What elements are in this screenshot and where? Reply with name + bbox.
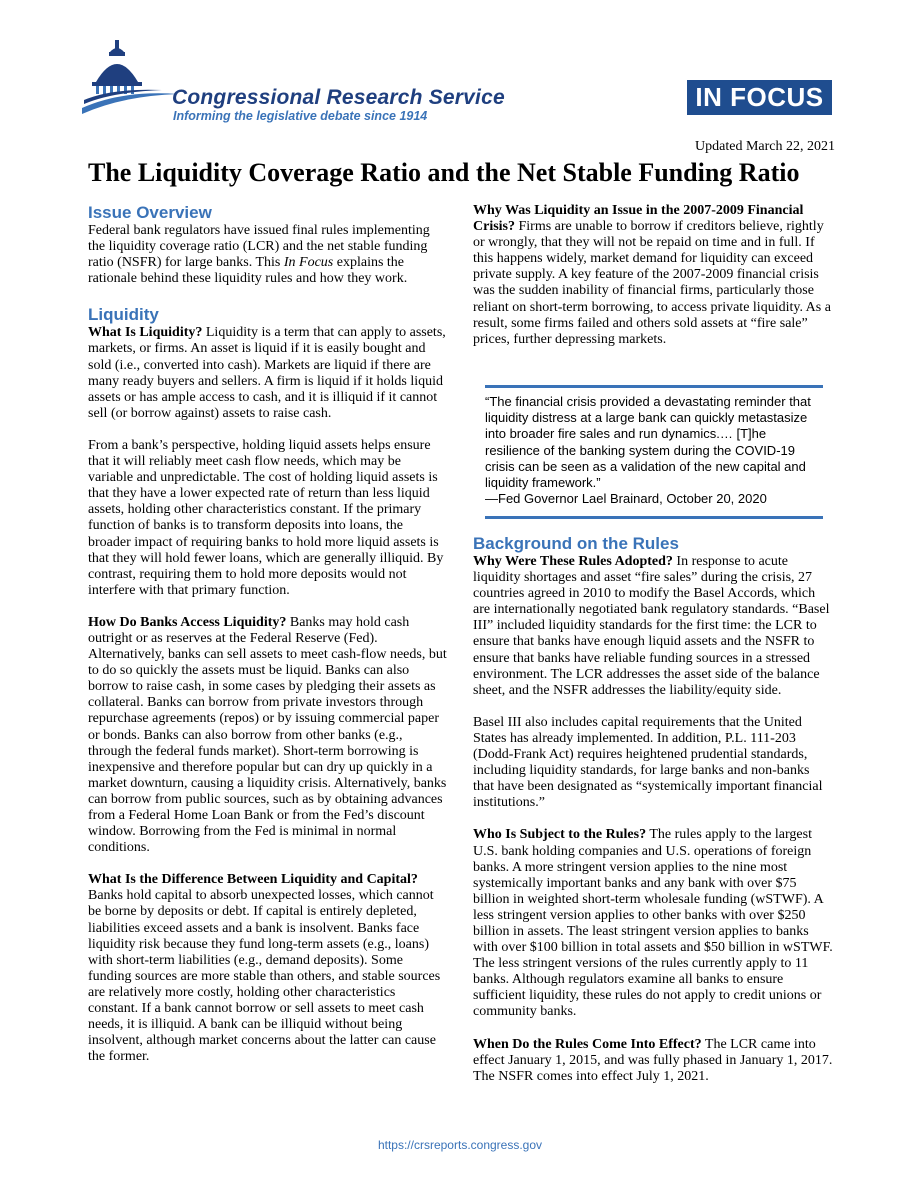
bank-perspective-paragraph: From a bank’s perspective, holding liquid assets helps ensure that it will reliably meet cash flow needs, which may be variable and unpredictable. The cost of holding liquid assets is that they have a lower expected rate of return than less liquid assets, holding other characteristics constant. If the primary function of banks is to transform deposits into loans, the broader impact of requiring banks to hold more liquid assets is that they will hold fewer loans, which are generally illiquid. By contrast, requiring them to hold more deposits would not interfere with that primary function.: [88, 437, 444, 598]
document-title: The Liquidity Coverage Ratio and the Net Stable Funding Ratio: [88, 158, 800, 187]
in-focus-badge: IN FOCUS: [687, 80, 832, 115]
rules-adopted-paragraph: Why Were These Rules Adopted? In response to acute liquidity shortages and asset “fire sales” during the crisis, 27 countries agreed in 2010 to modify the Basel Accords, which are internationally negotiated bank regulatory standards. “Basel III” included liquidity standards for the first time: the LCR to ensure that banks have enough liquid assets and the NSFR to ensure that banks have reliable funding sources in a stressed environment. The LCR addresses the asset side of the balance sheet, and the NSFR addresses the liability/equity side.: [473, 554, 830, 698]
access-liquidity-paragraph: How Do Banks Access Liquidity? Banks may hold cash outright or as reserves at the Federal Reserve (Fed). Alternatively, banks can sell assets to meet cash-flow needs, but to do so quickly the assets must be liquid. Banks can also borrow to raise cash, in some cases by pledging their assets as collateral. Banks can borrow from private investors through repurchase agreements (repos) or by issuing commercial paper or bonds. Banks can also borrow from other banks (e.g., through the federal funds market). Short-term borrowing is inexpensive and therefore popular but can dry up quickly in a market downturn, causing a liquidity crisis. Alternatively, banks can borrow from public sources, such as by obtaining advances from a Federal Home Loan Bank or from the Fed’s discount window. Borrowing from the Fed is minimal in normal conditions.: [88, 614, 447, 856]
right-column: [473, 203, 833, 348]
who-subject-paragraph: Who Is Subject to the Rules? The rules apply to the largest U.S. bank holding companies and U.S. operations of foreign banks. A more stringent version applies to the nine most systemically important banks and any bank with over $75 billion in weighted short-term wholesale funding (wSTWF). A less stringent version applies to other banks with over $250 billion in assets. The least stringent version applies to banks with over $100 billion in total assets and $50 billion in wSTWF. The less stringent versions of the rules currently apply to 11 banks. Although regulators examine all banks to ensure sufficient liquidity, these rules do not apply to credit unions or community banks.: [473, 827, 833, 1020]
issue-overview-paragraph: Federal bank regulators have issued final rules implementing the liquidity coverage ratio (LCR) and the net stable funding ratio (NSFR) for large banks. This In Focus explains the rationale behind these liquidity rules and how they work.: [88, 223, 430, 287]
basel-iii-paragraph: Basel III also includes capital requirements that the United States has already implemented. In addition, P.L. 111-203 (Dodd-Frank Act) requires heightened prudential standards, including liquidity standards, for large banks and non-banks that have been designated as “systemically important financial institutions.”: [473, 714, 823, 811]
effective-date-paragraph: When Do the Rules Come Into Effect? The LCR came into effect January 1, 2015, and was fully phased in January 1, 2017. The NSFR comes into effect July 1, 2021.: [473, 1036, 833, 1084]
background-heading: Background on the Rules: [473, 534, 679, 553]
page-header: [0, 0, 920, 140]
quote-text: “The financial crisis provided a devastating reminder that liquidity distress at a large bank can quickly metastasize into broader fire sales and run dynamics.… [T]he resilience of the banking system during the COVID-19 crisis can be seen as a validation of the new capital and liquidity framework.”: [485, 394, 811, 491]
liquidity-vs-capital-paragraph: What Is the Difference Between Liquidity and Capital? Banks hold capital to absorb unexpected losses, which cannot be borne by deposits or debt. If capital is entirely depleted, liabilities exceed assets and a bank is insolvent. Banks face liquidity risk because they fund long-term assets (e.g., loans) with short-term liabilities (e.g., demand deposits). Some funding sources are more stable than others, and stable sources are relatively more costly, holding other characteristics constant. If a bank cannot borrow or sell assets to meet cash needs, it is illiquid. A bank can be illiquid without being insolvent, although market concerns about the latter can cause the former.: [88, 872, 441, 1065]
liquidity-heading: Liquidity: [88, 305, 159, 325]
quote-attribution: —Fed Governor Lael Brainard, October 20, 2020: [485, 491, 767, 507]
left-column: [88, 203, 448, 1065]
org-tagline: Informing the legislative debate since 1914: [173, 109, 428, 123]
issue-overview-heading: Issue Overview: [88, 203, 212, 222]
footer-url[interactable]: https://crsreports.congress.gov: [377, 1138, 543, 1152]
org-name: Congressional Research Service: [172, 86, 505, 109]
crisis-paragraph: Why Was Liquidity an Issue in the 2007-2009 Financial Crisis? Firms are unable to borrow if creditors believe, rightly or wrongly, that they will not be repaid on time and in full. If this happens widely, market demand for liquidity can exceed private supply. A key feature of the 2007-2009 financial crisis was the sudden inability of financial firms, particularly those reliant on short-term borrowing, to access private liquidity. As a result, some firms failed and others sold assets at “fire sale” prices, further depressing markets.: [473, 203, 831, 347]
right-column-lower: [473, 534, 833, 1085]
what-is-liquidity-paragraph: What Is Liquidity? Liquidity is a term that can apply to assets, markets, or firms. An asset is liquid if it is easily bought and sold (i.e., converted into cash). Markets are liquid if there are many ready buyers and sellers. A firm is liquid if it holds liquid assets or has ample access to cash, and it is illiquid if it cannot sell (or borrow against) assets to raise cash.: [88, 325, 446, 421]
updated-date: Updated March 22, 2021: [695, 139, 835, 154]
pull-quote: [485, 385, 823, 519]
